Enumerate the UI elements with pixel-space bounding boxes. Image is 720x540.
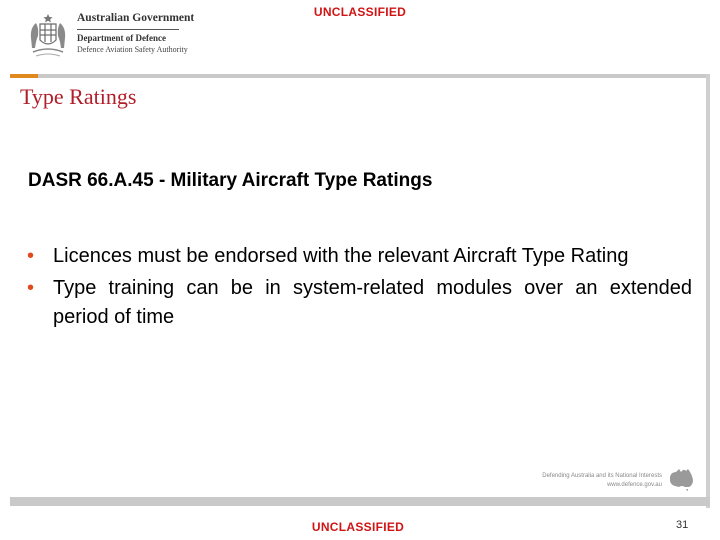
bullet-text: Type training can be in system-related modules over an extended period of time — [53, 277, 692, 328]
bullet-item — [27, 274, 692, 332]
bullet-item — [27, 242, 692, 271]
header-accent-bar — [10, 74, 38, 78]
footer-divider-bar — [10, 497, 710, 506]
page-number: 31 — [676, 519, 689, 531]
authority-name: Defence Aviation Safety Authority — [77, 45, 188, 54]
slide-heading: DASR 66.A.45 - Military Aircraft Type Ratings — [28, 170, 433, 191]
classification-bottom: UNCLASSIFIED — [311, 520, 405, 534]
footer-url: www.defence.gov.au — [607, 482, 662, 488]
bullet-text: Licences must be endorsed with the relevant Aircraft Type Rating — [53, 245, 629, 267]
department-name: Department of Defence — [77, 33, 166, 43]
bullet-dot-icon: • — [27, 277, 35, 299]
bullet-list — [27, 242, 692, 335]
coat-of-arms-icon — [27, 10, 69, 60]
agency-logo — [77, 12, 207, 55]
australia-map-icon — [667, 466, 695, 492]
classification-top: UNCLASSIFIED — [313, 5, 407, 19]
bullet-dot-icon: • — [27, 245, 35, 267]
right-edge-bar — [706, 74, 710, 508]
section-title: Type Ratings — [20, 84, 137, 109]
header-divider-bar — [10, 74, 708, 78]
footer-tagline: Defending Australia and its National Interests — [542, 473, 662, 479]
logo-divider — [77, 29, 179, 30]
government-name: Australian Government — [77, 12, 195, 24]
